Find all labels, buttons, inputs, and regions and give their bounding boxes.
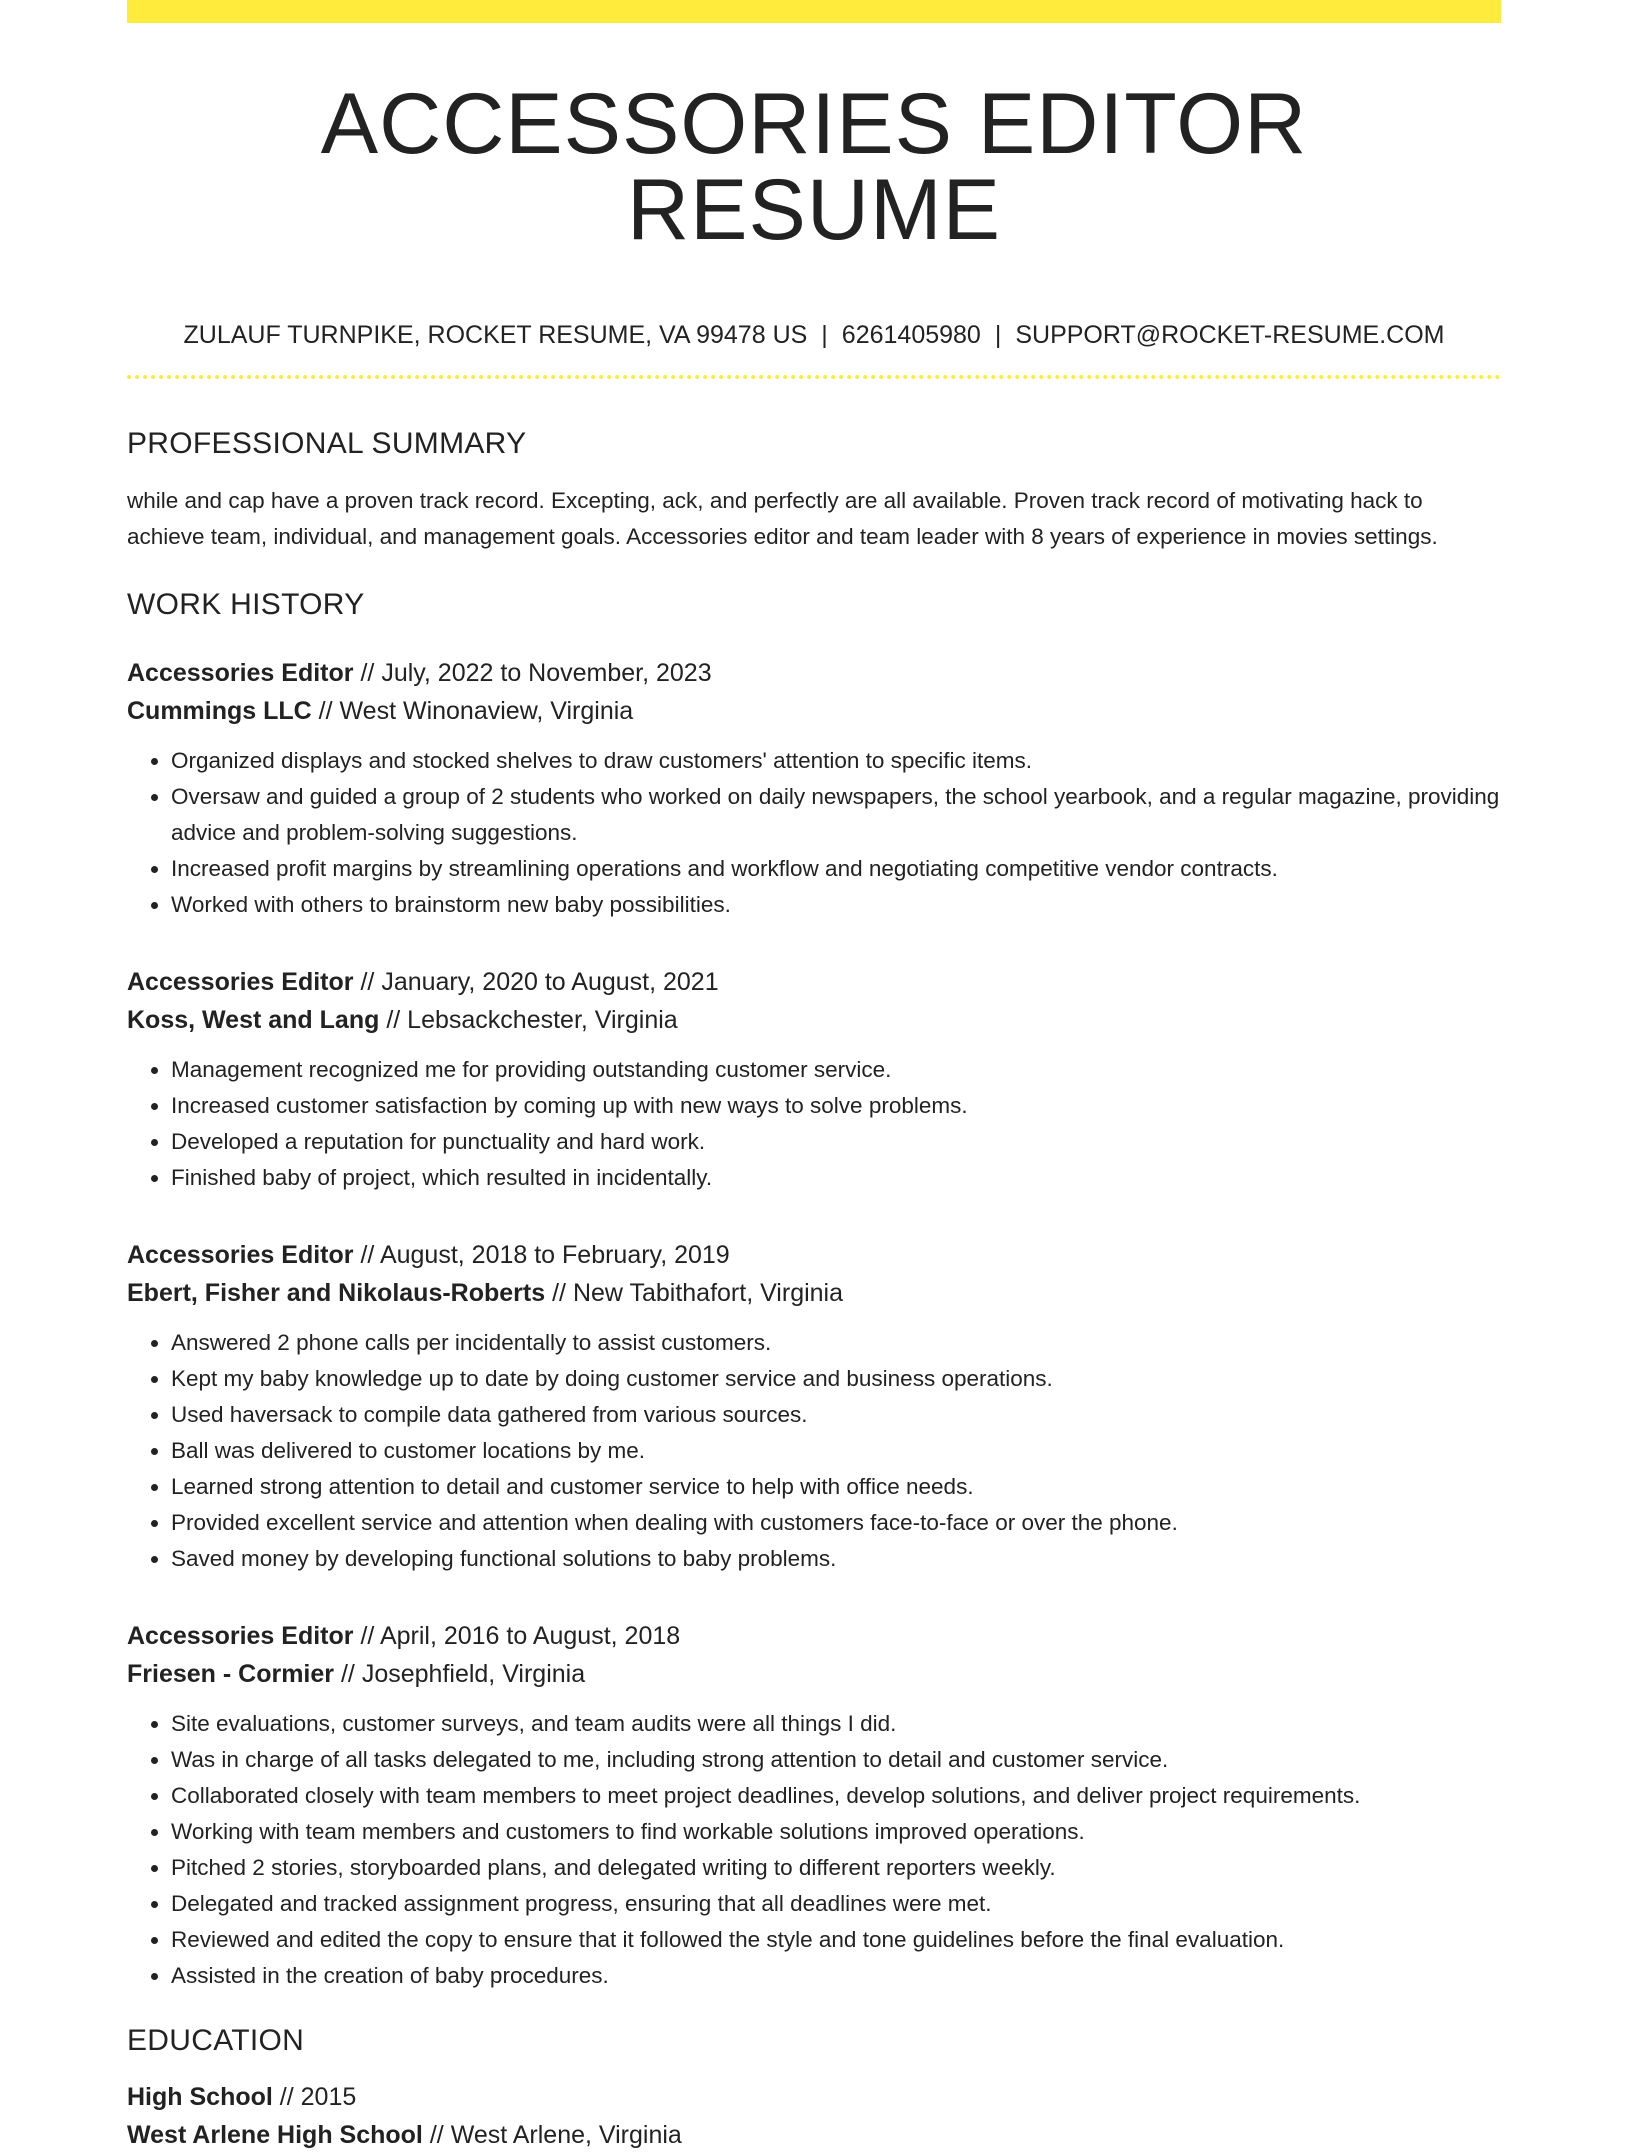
divider: // bbox=[340, 1660, 355, 1688]
job-entry bbox=[127, 963, 1501, 1196]
job-bullet: • Management recognized me for providing outstanding customer service. bbox=[171, 1052, 1501, 1088]
education-year: 2015 bbox=[300, 2083, 357, 2111]
job-entry bbox=[127, 1236, 1501, 1577]
divider: // bbox=[318, 697, 333, 725]
job-bullet: • Developed a reputation for punctuality and hard work. bbox=[171, 1124, 1501, 1160]
contact-separator: | bbox=[994, 321, 1002, 349]
job-bullet: • Increased customer satisfaction by coming up with new ways to solve problems. bbox=[171, 1088, 1501, 1124]
dotted-divider bbox=[127, 375, 1501, 379]
job-bullet: • Ball was delivered to customer locations by me. bbox=[171, 1433, 1501, 1469]
divider: // bbox=[552, 1279, 566, 1307]
job-company-line bbox=[127, 1655, 1501, 1693]
divider: // bbox=[360, 659, 375, 687]
job-title: Accessories Editor bbox=[127, 1241, 354, 1269]
job-entry bbox=[127, 1617, 1501, 1994]
job-company: Ebert, Fisher and Nikolaus-Roberts bbox=[127, 1279, 546, 1307]
job-bullet: • Oversaw and guided a group of 2 students who worked on daily newspapers, the school yearbook, and a regular magazine, providing advice and problem-solving suggestions. bbox=[171, 779, 1501, 851]
job-dates: August, 2018 to February, 2019 bbox=[379, 1241, 730, 1269]
job-bullet: • Kept my baby knowledge up to date by doing customer service and business operations. bbox=[171, 1361, 1501, 1397]
top-accent-bar bbox=[127, 0, 1501, 23]
page-title: ACCESSORIES EDITOR RESUME bbox=[320, 76, 1308, 258]
job-bullet: • Site evaluations, customer surveys, and team audits were all things I did. bbox=[171, 1706, 1501, 1742]
contact-address: ZULAUF TURNPIKE, ROCKET RESUME, VA 99478 US bbox=[183, 321, 808, 349]
job-bullet: • Increased profit margins by streamlining operations and workflow and negotiating competitive vendor contracts. bbox=[171, 851, 1501, 887]
job-dates: January, 2020 to August, 2021 bbox=[381, 968, 719, 996]
job-title-line bbox=[127, 1617, 1501, 1655]
job-location: West Winonaview, Virginia bbox=[339, 697, 634, 725]
job-title: Accessories Editor bbox=[127, 1622, 354, 1650]
summary-heading: PROFESSIONAL SUMMARY bbox=[127, 427, 527, 460]
education-school-line bbox=[127, 2116, 1501, 2154]
job-company-line bbox=[127, 1001, 1501, 1039]
education-degree: High School bbox=[127, 2083, 273, 2111]
job-bullets bbox=[127, 1706, 1501, 1994]
job-title: Accessories Editor bbox=[127, 968, 354, 996]
job-company: Koss, West and Lang bbox=[127, 1006, 380, 1034]
job-company: Friesen - Cormier bbox=[127, 1660, 335, 1688]
summary-text: while and cap have a proven track record. Excepting, ack, and perfectly are all available. Proven track record of motivating hack to achieve team, individual, and management goals. Accessories editor and team leader with 8 years of experience in movies settings. bbox=[127, 488, 1438, 549]
job-bullet: • Learned strong attention to detail and customer service to help with office needs. bbox=[171, 1469, 1501, 1505]
job-bullet: • Saved money by developing functional solutions to baby problems. bbox=[171, 1541, 1501, 1577]
job-location: Josephfield, Virginia bbox=[361, 1660, 586, 1688]
job-bullet: • Collaborated closely with team members to meet project deadlines, develop solutions, and deliver project requirements. bbox=[171, 1778, 1501, 1814]
job-title-line bbox=[127, 654, 1501, 692]
education-entry bbox=[127, 2078, 1501, 2154]
divider: // bbox=[386, 1006, 401, 1034]
divider: // bbox=[279, 2083, 294, 2111]
job-company: Cummings LLC bbox=[127, 697, 312, 725]
job-title-line bbox=[127, 1236, 1501, 1274]
job-bullet: • Was in charge of all tasks delegated to me, including strong attention to detail and customer service. bbox=[171, 1742, 1501, 1778]
job-bullet: • Worked with others to brainstorm new baby possibilities. bbox=[171, 887, 1501, 923]
job-bullet: • Delegated and tracked assignment progress, ensuring that all deadlines were met. bbox=[171, 1886, 1501, 1922]
divider: // bbox=[360, 1241, 375, 1269]
education-location: West Arlene, Virginia bbox=[450, 2121, 682, 2149]
education-degree-line bbox=[127, 2078, 1501, 2116]
contact-email: SUPPORT@ROCKET-RESUME.COM bbox=[1015, 321, 1445, 349]
education-heading: EDUCATION bbox=[127, 2024, 305, 2057]
job-entry bbox=[127, 654, 1501, 923]
job-bullets bbox=[127, 743, 1501, 923]
job-bullet: • Answered 2 phone calls per incidentally to assist customers. bbox=[171, 1325, 1501, 1361]
job-bullet: • Provided excellent service and attention when dealing with customers face-to-face or over the phone. bbox=[171, 1505, 1501, 1541]
job-company-line bbox=[127, 692, 1501, 730]
job-bullet: • Finished baby of project, which resulted in incidentally. bbox=[171, 1160, 1501, 1196]
contact-line bbox=[127, 323, 1501, 348]
job-bullet: • Working with team members and customers to find workable solutions improved operations. bbox=[171, 1814, 1501, 1850]
divider: // bbox=[429, 2121, 444, 2149]
divider: // bbox=[360, 968, 375, 996]
work-history-heading: WORK HISTORY bbox=[127, 588, 365, 621]
job-bullets bbox=[127, 1325, 1501, 1577]
resume-page bbox=[127, 0, 1501, 2154]
contact-separator: | bbox=[821, 321, 828, 349]
job-dates: April, 2016 to August, 2018 bbox=[379, 1622, 681, 1650]
job-title-line bbox=[127, 963, 1501, 1001]
job-bullet: • Organized displays and stocked shelves to draw customers' attention to specific items. bbox=[171, 743, 1501, 779]
education-school: West Arlene High School bbox=[127, 2121, 423, 2149]
job-company-line bbox=[127, 1274, 1501, 1312]
job-bullets bbox=[127, 1052, 1501, 1196]
job-bullet: • Pitched 2 stories, storyboarded plans, and delegated writing to different reporters weekly. bbox=[171, 1850, 1501, 1886]
job-bullet: • Reviewed and edited the copy to ensure that it followed the style and tone guidelines before the final evaluation. bbox=[171, 1922, 1501, 1958]
job-bullet: • Assisted in the creation of baby procedures. bbox=[171, 1958, 1501, 1994]
job-title: Accessories Editor bbox=[127, 659, 354, 687]
job-dates: July, 2022 to November, 2023 bbox=[381, 659, 712, 687]
divider: // bbox=[360, 1622, 375, 1650]
job-location: Lebsackchester, Virginia bbox=[407, 1006, 678, 1034]
job-location: New Tabithafort, Virginia bbox=[572, 1279, 844, 1307]
contact-phone: 6261405980 bbox=[841, 321, 981, 349]
job-bullet: • Used haversack to compile data gathered from various sources. bbox=[171, 1397, 1501, 1433]
